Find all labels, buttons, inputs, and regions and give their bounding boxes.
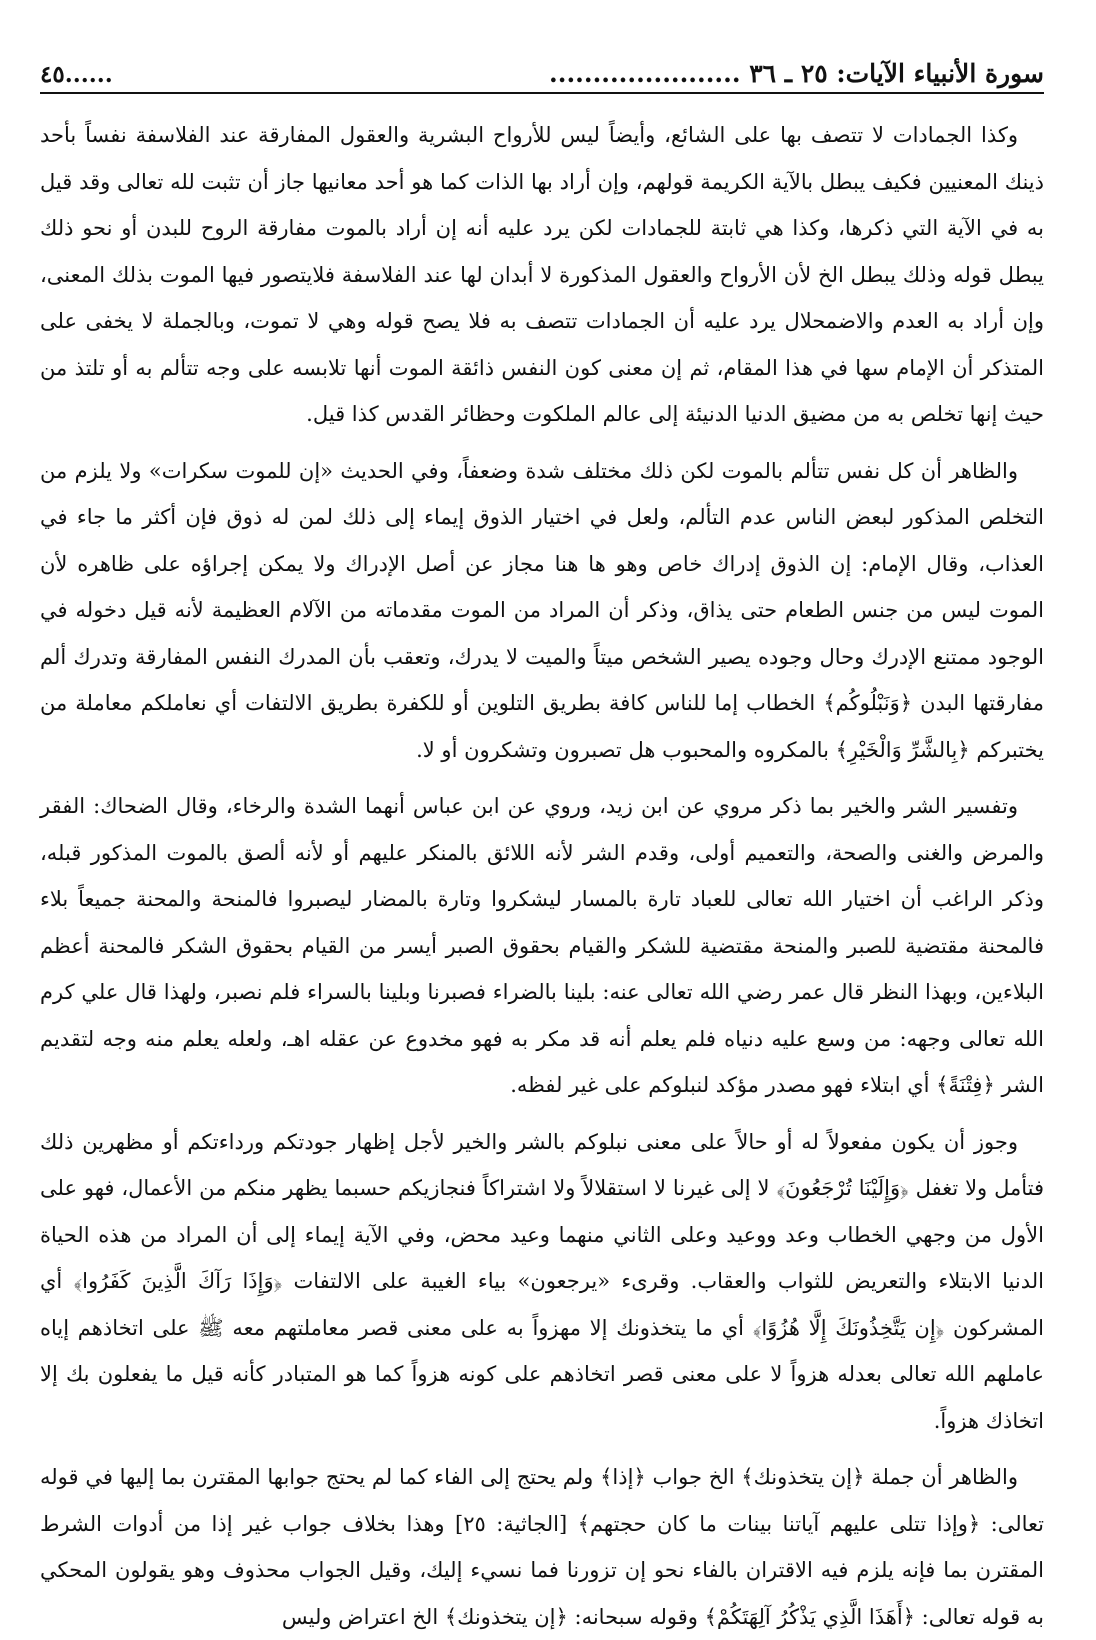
page-number: ......٤٥ — [40, 61, 113, 88]
paragraph: والظاهر أن جملة ﴿إن يتخذونك﴾ الخ جواب ﴿إذا﴾ ولم يحتج إلى الفاء كما لم يحتج جوابها المقترن بما إليها في قوله تعالى: ﴿وإذا تتلى عليهم آياتنا بينات ما كان حجتهم﴾ [الجاثية: ٢٥] وهذا بخلاف جواب غير إذا من أدوات الشرط المقترن بما فإنه يلزم فيه الاقتران بالفاء نحو إن تزورنا فما نسيء إليك، وقيل الجواب محذوف وهو يقولون المحكي به قوله تعالى: ﴿أَهَذَا الَّذِي يَذْكُرُ آلِهَتَكُمْ﴾ وقوله سبحانه: ﴿إن يتخذونك﴾ الخ اعتراض وليس — [40, 1465, 1044, 1629]
page-body — [40, 112, 1044, 1640]
paragraph: والظاهر أن كل نفس تتألم بالموت لكن ذلك مختلف شدة وضعفاً، وفي الحديث «إن للموت سكرات» ولا يلزم من التخلص المذكور لبعض الناس عدم التألم، ولعل في اختيار الذوق إيماء إلى ذلك لمن له ذوق فإن أكثر ما جاء في العذاب، وقال الإمام: إن الذوق إدراك خاص وهو ها هنا مجاز عن أصل الإدراك ولا يمكن إجراؤه على ظاهره لأن الموت ليس من جنس الطعام حتى يذاق، وذكر أن المراد من الموت مقدماته من الآلام العظيمة لأنه قيل دخوله في الوجود ممتنع الإدرك وحال وجوده يصير الشخص ميتاً والميت لا يدرك، وتعقب بأن المدرك النفس المفارقة وتدرك ألم مفارقتها البدن ﴿وَنَبْلُوكُم﴾ الخطاب إما للناس كافة بطريق التلوين أو للكفرة بطريق الالتفات أي نعاملكم معاملة من يختبركم ﴿بِالشَّرِّ وَالْخَيْرِ﴾ بالمكروه والمحبوب هل تصبرون وتشكرون أو لا. — [40, 458, 1044, 762]
running-title: سورة الأنبياء الآيات: ٢٥ ـ ٣٦ ...................... — [549, 59, 1044, 88]
paragraph: وكذا الجمادات لا تتصف بها على الشائع، وأيضاً ليس للأرواح البشرية والعقول المفارقة عند الفلاسفة نفساً بأحد ذينك المعنيين فكيف يبطل بالآية الكريمة قولهم، وإن أراد بها الذات كما هو أحد معانيها جاز أن تثبت لله تعالى وقد قيل به في الآية التي ذكرها، وكذا هي ثابتة للجمادات لكن يرد عليه أنه إن أراد بالموت مفارقة الروح للبدن أو نحو ذلك يبطل قوله وذلك يبطل الخ لأن الأرواح والعقول المذكورة لا أبدان لها عند الفلاسفة فلايتصور فيها الموت بذلك المعنى، وإن أراد به العدم والاضمحلال يرد عليه أن الجمادات تتصف به فلا يصح قوله وهي لا تموت، وبالجملة لا يخفى على المتذكر أن الإمام سها في هذا المقام، ثم إن معنى كون النفس ذائقة الموت أنها تلابسه على وجه تتألم به أو تلتذ من حيث إنها تخلص به من مضيق الدنيا الدنيئة إلى عالم الملكوت وحظائر القدس كذا قيل. — [40, 123, 1044, 426]
running-header — [40, 40, 1044, 94]
paragraph: وتفسير الشر والخير بما ذكر مروي عن ابن زيد، وروي عن ابن عباس أنهما الشدة والرخاء، وقال الضحاك: الفقر والمرض والغنى والصحة، والتعميم أولى، وقدم الشر لأنه اللائق بالمنكر عليهم أو لأنه ألصق بالموت المذكور قبله، وذكر الراغب أن اختيار الله تعالى للعباد تارة بالمسار ليشكروا وتارة بالمضار ليصبروا فالمنحة والمحنة جميعاً بلاء فالمحنة مقتضية للصبر والمنحة مقتضية للشكر والقيام بحقوق الصبر أيسر من القيام بحقوق الشكر فالمحنة أعظم البلاءين، وبهذا النظر قال عمر رضي الله تعالى عنه: بلينا بالضراء فصبرنا وبلينا بالسراء فلم نصبر، ولهذا قال علي كرم الله تعالى وجهه: من وسع عليه دنياه فلم يعلم أنه قد مكر به فهو مخدوع عن عقله اهـ، ولعله يعلم منه وجه لتقديم الشر ﴿فِتْنَةً﴾ أي ابتلاء فهو مصدر مؤكد لنبلوكم على غير لفظه. — [40, 794, 1044, 1097]
paragraph: وجوز أن يكون مفعولاً له أو حالاً على معنى نبلوكم بالشر والخير لأجل إظهار جودتكم ورداءتكم أو مظهرين ذلك فتأمل ولا تغفل ﴿وَإِلَيْنَا تُرْجَعُونَ﴾ لا إلى غيرنا لا استقلالاً ولا اشتراكاً فنجازيكم حسبما يظهر منكم من الأعمال، فهو على الأول من وجهي الخطاب وعد ووعيد وعلى الثاني منهما وعيد محض، وفي الآية إيماء إلى أن المراد من هذه الحياة الدنيا الابتلاء والتعريض للثواب والعقاب. وقرىء «يرجعون» بياء الغيبة على الالتفات ﴿وَإِذَا رَآكَ الَّذِينَ كَفَرُوا﴾ أي المشركون ﴿إِن يَتَّخِذُونَكَ إِلَّا هُزُوًا﴾ أي ما يتخذونك إلا مهزواً به على معنى قصر معاملتهم معه ﷺ على اتخاذهم إياه عاملهم الله تعالى بعدله هزواً لا على معنى قصر اتخاذهم على كونه هزواً كما هو المتبادر كأنه قيل ما يفعلون بك إلا اتخاذك هزواً. — [40, 1129, 1044, 1433]
document-page — [40, 40, 1044, 1629]
